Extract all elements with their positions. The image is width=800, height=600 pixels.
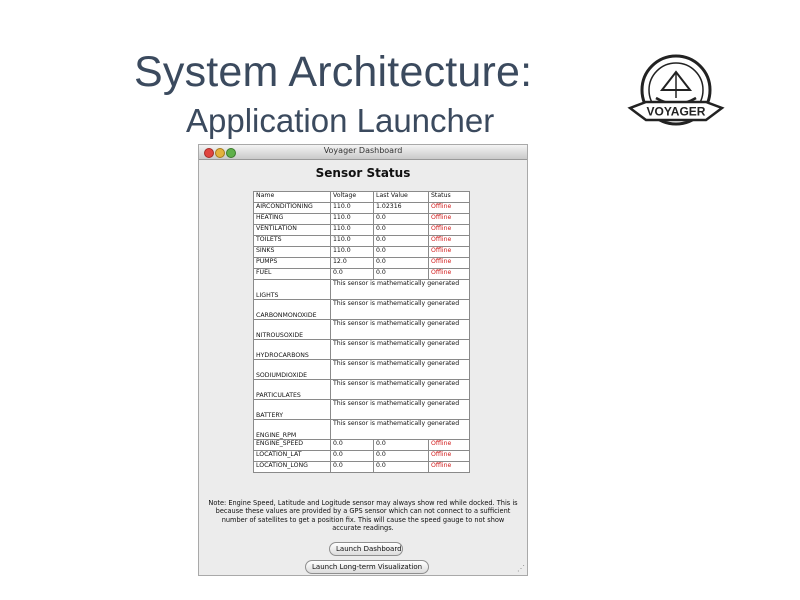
table-row — [254, 300, 470, 320]
sensor-voltage: 110.0 — [331, 214, 374, 225]
sensor-status: Offline — [429, 451, 470, 462]
sensor-name: SINKS — [254, 247, 331, 258]
table-header-row — [254, 192, 470, 203]
sensor-generated-message: This sensor is mathematically generated — [331, 300, 470, 320]
sensor-generated-message: This sensor is mathematically generated — [331, 280, 470, 300]
sensor-status: Offline — [429, 225, 470, 236]
column-header-status: Status — [429, 192, 470, 203]
voyager-logo-icon — [626, 50, 726, 136]
sensor-voltage: 110.0 — [331, 203, 374, 214]
table-row — [254, 420, 470, 440]
logo-text: VOYAGER — [646, 104, 706, 119]
sensor-name: LIGHTS — [254, 280, 331, 300]
sensor-status: Offline — [429, 440, 470, 451]
sensor-status: Offline — [429, 203, 470, 214]
sensor-status: Offline — [429, 258, 470, 269]
table-row — [254, 225, 470, 236]
table-row — [254, 462, 470, 473]
table-row — [254, 247, 470, 258]
table-row — [254, 236, 470, 247]
window-titlebar[interactable] — [199, 145, 527, 160]
sensor-voltage: 0.0 — [331, 462, 374, 473]
sensor-table — [253, 191, 470, 473]
sensor-last-value: 1.02316 — [374, 203, 429, 214]
table-row — [254, 400, 470, 420]
resize-grip-icon[interactable]: ⋰ — [517, 564, 525, 573]
table-row — [254, 320, 470, 340]
sensor-voltage: 110.0 — [331, 236, 374, 247]
sensor-name: TOILETS — [254, 236, 331, 247]
column-header-voltage: Voltage — [331, 192, 374, 203]
table-row — [254, 269, 470, 280]
column-header-last-value: Last Value — [374, 192, 429, 203]
sensor-voltage: 12.0 — [331, 258, 374, 269]
sensor-status: Offline — [429, 214, 470, 225]
table-row — [254, 280, 470, 300]
sensor-generated-message: This sensor is mathematically generated — [331, 320, 470, 340]
sensor-name: SODIUMDIOXIDE — [254, 360, 331, 380]
table-row — [254, 258, 470, 269]
sensor-name: BATTERY — [254, 400, 331, 420]
sensor-name: LOCATION_LAT — [254, 451, 331, 462]
sensor-name: ENGINE_SPEED — [254, 440, 331, 451]
launch-dashboard-button[interactable]: Launch Dashboard — [329, 542, 403, 556]
gps-note: Note: Engine Speed, Latitude and Logitude sensor may always show red while docked. This is because these values are provided by a GPS sensor which can not connect to a sufficient number of satellites to get a position fix. This will cause the speed gauge to not show accurate readings. — [208, 499, 518, 533]
sensor-generated-message: This sensor is mathematically generated — [331, 380, 470, 400]
sensor-last-value: 0.0 — [374, 225, 429, 236]
sensor-last-value: 0.0 — [374, 269, 429, 280]
sensor-last-value: 0.0 — [374, 440, 429, 451]
sensor-last-value: 0.0 — [374, 214, 429, 225]
column-header-name: Name — [254, 192, 331, 203]
sensor-voltage: 110.0 — [331, 247, 374, 258]
window-title: Voyager Dashboard — [323, 146, 403, 155]
sensor-last-value: 0.0 — [374, 451, 429, 462]
sensor-voltage: 0.0 — [331, 451, 374, 462]
table-row — [254, 360, 470, 380]
sensor-voltage: 110.0 — [331, 225, 374, 236]
sensor-name: NITROUSOXIDE — [254, 320, 331, 340]
sensor-name: AIRCONDITIONING — [254, 203, 331, 214]
sensor-generated-message: This sensor is mathematically generated — [331, 420, 470, 440]
sensor-name: HEATING — [254, 214, 331, 225]
sensor-generated-message: This sensor is mathematically generated — [331, 340, 470, 360]
sensor-last-value: 0.0 — [374, 236, 429, 247]
sensor-status: Offline — [429, 462, 470, 473]
sensor-status: Offline — [429, 269, 470, 280]
sensor-name: ENGINE_RPM — [254, 420, 331, 440]
launch-visualization-button[interactable]: Launch Long-term Visualization — [305, 560, 429, 574]
sensor-name: PARTICULATES — [254, 380, 331, 400]
table-row — [254, 440, 470, 451]
table-row — [254, 340, 470, 360]
sensor-voltage: 0.0 — [331, 440, 374, 451]
voyager-dashboard-window — [198, 144, 528, 576]
sensor-last-value: 0.0 — [374, 462, 429, 473]
sensor-last-value: 0.0 — [374, 258, 429, 269]
sensor-name: HYDROCARBONS — [254, 340, 331, 360]
sensor-status: Offline — [429, 247, 470, 258]
table-row — [254, 380, 470, 400]
slide-title: System Architecture: — [134, 48, 533, 96]
sensor-status-heading: Sensor Status — [315, 166, 411, 180]
sensor-name: VENTILATION — [254, 225, 331, 236]
sensor-status: Offline — [429, 236, 470, 247]
slide-subtitle: Application Launcher — [186, 102, 495, 139]
table-row — [254, 451, 470, 462]
table-row — [254, 214, 470, 225]
sensor-last-value: 0.0 — [374, 247, 429, 258]
sensor-name: LOCATION_LONG — [254, 462, 331, 473]
sensor-name: PUMPS — [254, 258, 331, 269]
sensor-voltage: 0.0 — [331, 269, 374, 280]
sensor-name: FUEL — [254, 269, 331, 280]
table-row — [254, 203, 470, 214]
sensor-generated-message: This sensor is mathematically generated — [331, 400, 470, 420]
sensor-name: CARBONMONOXIDE — [254, 300, 331, 320]
sensor-generated-message: This sensor is mathematically generated — [331, 360, 470, 380]
